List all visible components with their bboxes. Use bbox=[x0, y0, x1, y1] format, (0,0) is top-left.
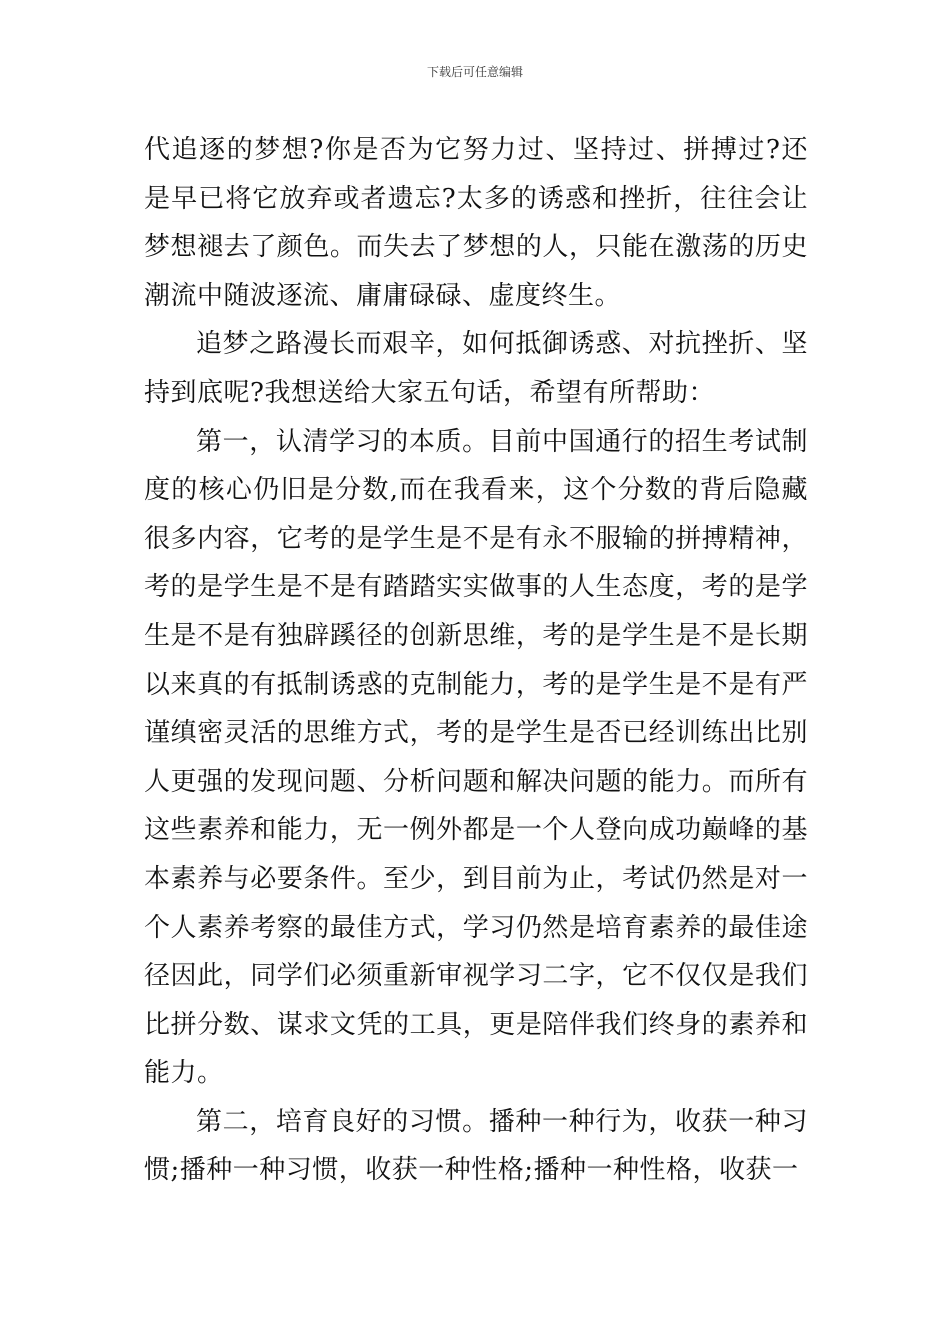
paragraph-continuation: 代追逐的梦想?你是否为它努力过、坚持过、拼搏过?还是早已将它放弃或者遗忘?太多的诱惑和挫折，往往会让梦想褪去了颜色。而失去了梦想的人，只能在激荡的历史潮流中随波逐流、庸庸碌碌、虚度终生。 bbox=[144, 135, 808, 311]
paragraph-point-two: 第二，培育良好的习惯。播种一种行为，收获一种习惯;播种一种习惯，收获一种性格;播种一种性格，收获一 bbox=[144, 1106, 808, 1186]
paragraph-point-one: 第一，认清学习的本质。目前中国通行的招生考试制度的核心仍旧是分数,而在我看来，这个分数的背后隐藏很多内容，它考的是学生是不是有永不服输的拼搏精神，考的是学生是不是有踏踏实实做事的人生态度，考的是学生是不是有独辟蹊径的创新思维，考的是学生是不是长期以来真的有抵制诱惑的克制能力，考的是学生是不是有严谨缜密灵活的思维方式，考的是学生是否已经训练出比别人更强的发现问题、分析问题和解决问题的能力。而所有这些素养和能力，无一例外都是一个人登向成功巅峰的基本素养与必要条件。至少，到目前为止，考试仍然是对一个人素养考察的最佳方式，学习仍然是培育素养的最佳途径因此，同学们必须重新审视学习二字，它不仅仅是我们比拼分数、谋求文凭的工具，更是陪伴我们终身的素养和能力。 bbox=[144, 426, 808, 1089]
page-header: 下载后可任意编辑 bbox=[426, 65, 523, 79]
document-body bbox=[144, 126, 808, 1195]
paragraph-dream-road: 追梦之路漫长而艰辛，如何抵御诱惑、对抗挫折、坚持到底呢?我想送给大家五句话，希望有所帮助： bbox=[144, 329, 808, 408]
